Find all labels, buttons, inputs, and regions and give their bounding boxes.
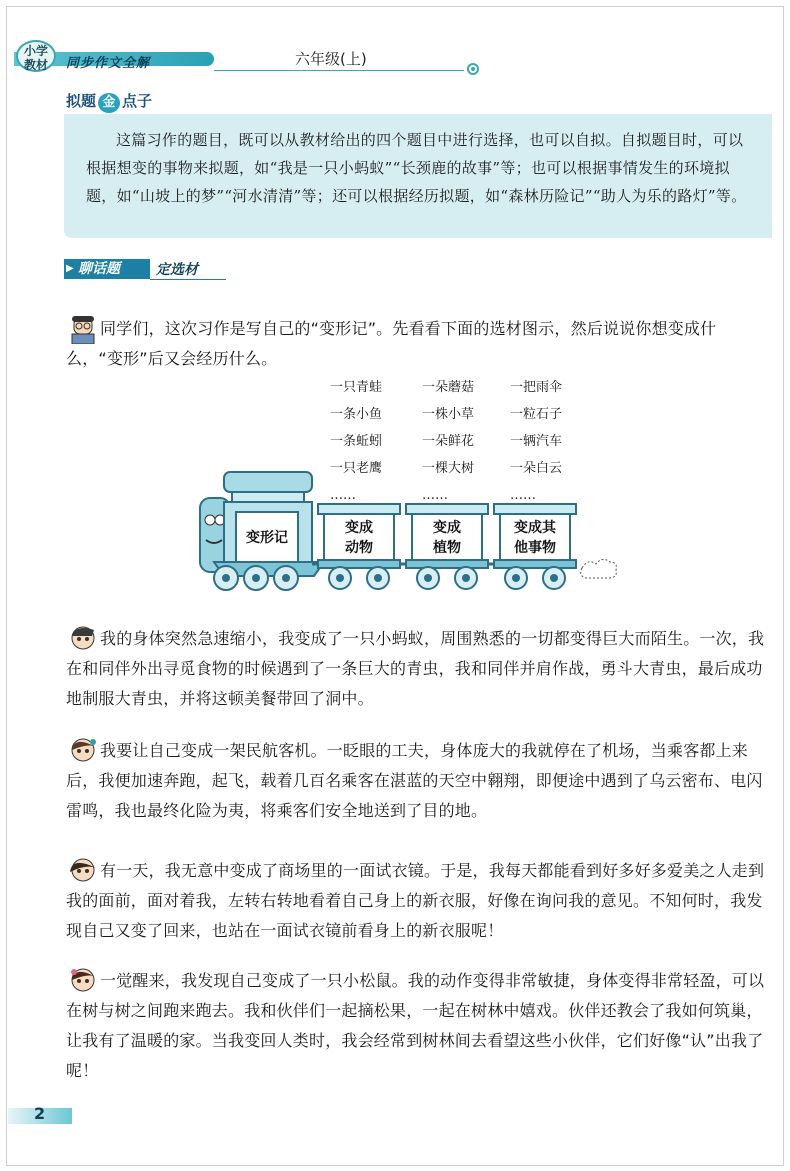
girl-avatar-icon [66,856,100,884]
car-plants-label [412,518,482,558]
word-item: 一粒石子 [510,407,563,422]
engine-label: 变形记 [246,530,288,546]
word-item: …… [422,488,448,503]
section-tag [64,259,150,279]
word-item: 一把雨伞 [510,380,563,395]
tip-box [64,114,772,238]
word-item: 一条蚯蚓 [330,434,383,449]
car-label-line: 变成其 [514,520,556,536]
example-text: 我的身体突然急速缩小，我变成了一只小蚂蚁，周围熟悉的一切都变得巨大而陌生。一次，我在和同伴外出寻觅食物的时候遇到了一条巨大的青虫，我和同伴并肩作战，勇斗大青虫，最后成功地制服大青虫，并将这顿美餐带回了洞中。 [66,629,765,708]
word-item: 一朵白云 [510,461,563,476]
word-item: 一棵大树 [422,461,475,476]
word-item: 一辆汽车 [510,434,563,449]
word-item: 一只老鹰 [330,461,383,476]
intro-paragraph [66,314,772,374]
word-item: …… [510,488,536,503]
tip-title-right: 点子 [122,92,153,110]
series-title: 同步作文全解 [66,56,151,71]
intro-text: 同学们，这次习作是写自己的“变形记”。先看看下面的选材图示，然后说说你想变成什么，“变形”后又会经历什么。 [66,319,717,368]
example-paragraph [66,966,772,1086]
word-item: 一朵鲜花 [422,434,475,449]
badge-line1: 小学 [23,44,48,58]
word-item: 一只青蛙 [330,380,383,395]
car-label-line: 动物 [345,540,373,556]
train-diagram [194,458,624,598]
car-label-line: 植物 [433,540,461,556]
section-rule [150,279,226,280]
example-paragraph [66,856,772,946]
grade-label: 六年级(上) [295,50,367,68]
example-text: 有一天，我无意中变成了商场里的一面试衣镜。于是，我每天都能看到好多好多爱美之人走到我的面前，面对着我，左转右转地看着自己身上的新衣服，好像在询问我的意见。不知何时，我发现自己又变了回来，也站在一面试衣镜前看身上的新衣服呢！ [66,861,765,940]
word-item: 一条小鱼 [330,407,383,422]
word-item: …… [330,488,356,503]
header-dot-icon [467,63,479,75]
series-badge [16,40,56,72]
example-paragraph [66,736,772,826]
car-label-line: 他事物 [514,540,556,556]
section-tag-label: 聊话题 [78,261,120,277]
word-item: 一朵蘑菇 [422,380,475,395]
example-paragraph [66,624,772,714]
car-animals-label [324,518,394,558]
teacher-avatar-icon [66,314,100,342]
car-others-label [500,518,570,558]
car-label-line: 变成 [345,520,373,536]
tip-title-left: 拟题 [66,92,97,110]
boy-avatar-icon [66,624,100,652]
gold-icon: 金 [98,93,120,113]
header-rule [214,70,464,71]
section-subtitle: 定选材 [156,262,198,278]
example-text: 一觉醒来，我发现自己变成了一只小松鼠。我的动作变得非常敏捷，身体变得非常轻盈，可以在树与树之间跑来跑去。我和伙伴们一起摘松果，一起在树林中嬉戏。伙伴还教会了我如何筑巢，让我有了温暖的家。当我变回人类时，我会经常到树林间去看望这些小伙伴，它们好像“认”出我了呢！ [66,971,765,1080]
page-number: 2 [34,1104,46,1123]
tip-title [66,90,152,113]
girl-avatar-icon [66,736,100,764]
tip-text: 这篇习作的题目，既可以从教材给出的四个题目中进行选择，也可以自拟。自拟题目时，可以根据想变的事物来拟题，如“我是一只小蚂蚁”“长颈鹿的故事”等；也可以根据事情发生的环境拟题，如“山坡上的梦”“河水清清”等；还可以根据经历拟题，如“森林历险记”“助人为乐的路灯”等。 [86,131,747,205]
girl-avatar-icon [66,966,100,994]
car-label-line: 变成 [433,520,461,536]
word-item: 一株小草 [422,407,475,422]
badge-line2: 教材 [23,58,48,72]
example-text: 我要让自己变成一架民航客机。一眨眼的工夫，身体庞大的我就停在了机场，当乘客都上来后，我便加速奔跑，起飞，载着几百名乘客在湛蓝的天空中翱翔，即便途中遇到了乌云密布、电闪雷鸣，我也最终化险为夷，将乘客们安全地送到了目的地。 [66,741,763,820]
